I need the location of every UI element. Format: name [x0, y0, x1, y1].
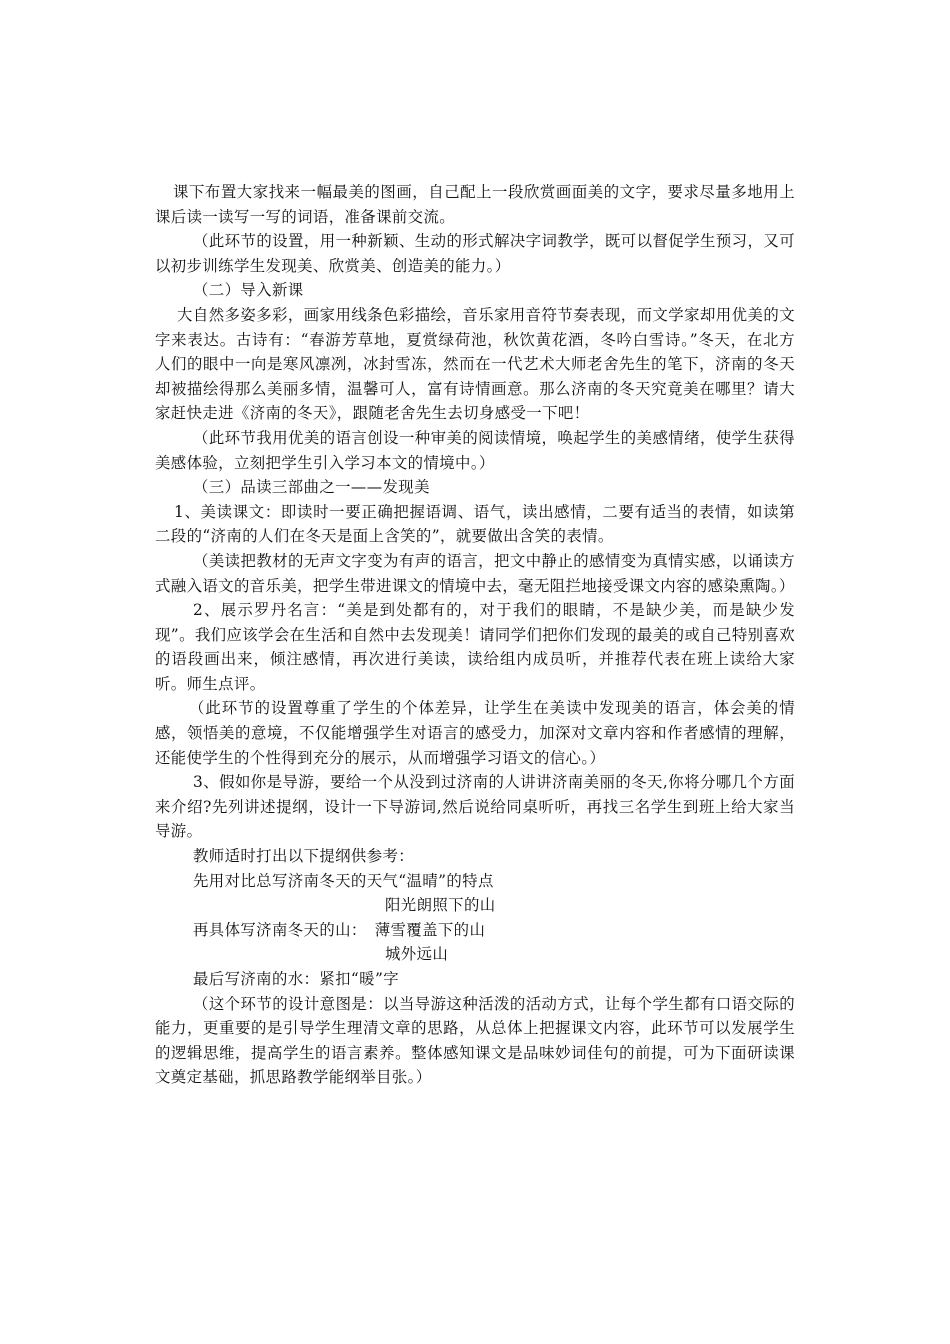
- outline-subitem-snow-mountain: 薄雪覆盖下的山: [374, 920, 486, 939]
- outline-item-mountain: [155, 918, 795, 943]
- outline-mountain-label: 再具体写济南冬天的山：: [193, 920, 367, 939]
- paragraph-step-2: 2、展示罗丹名言：“美是到处都有的，对于我们的眼睛，不是缺少美，而是缺少发现”。我们应该学会在生活和自然中去发现美！请同学们把你们发现的最美的或自己特别喜欢的语段画出来，倾注感情，再次进行美读，读给组内成员听，并推荐代表在班上读给大家听。师生点评。: [155, 601, 795, 693]
- paragraph-note-1: （此环节的设置，用一种新颖、生动的形式解决字词教学，既可以督促学生预习，又可以初步训练学生发现美、欣赏美、创造美的能力。）: [155, 232, 795, 275]
- paragraph-note-5: （这个环节的设计意图是：以当导游这种活泼的活动方式，让每个学生都有口语交际的能力，更重要的是引导学生理清文章的思路，从总体上把握课文内容，此环节可以发展学生的逻辑思维，提高学生的语言素养。整体感知课文是品味妙词佳句的前提，可为下面研读课文奠定基础，抓思路教学能纲举目张。）: [155, 994, 795, 1087]
- paragraph-homework: 课下布置大家找来一幅最美的图画，自己配上一段欣赏画面美的文字，要求尽量多地用上课后读一读写一写的词语，准备课前交流。: [155, 183, 795, 226]
- paragraph-note-4: （此环节的设置尊重了学生的个体差异，让学生在美读中发现美的语言，体会美的情感，领悟美的意境，不仅能增强学生对语言的感受力，加深对文章内容和作者感情的理解，还能使学生的个性得到充分的展示，从而增强学习语文的信心。）: [155, 699, 795, 767]
- paragraph-step-1: 1、美读课文：即读时一要正确把握语调、语气，读出感情，二要有适当的表情，如读第二段的“济南的人们在冬天是面上含笑的”，就要做出含笑的表情。: [155, 502, 795, 546]
- outline-subitem-sunny-mountain: 阳光朗照下的山: [385, 896, 496, 915]
- paragraph-step-3: 3、假如你是导游，要给一个从没到过济南的人讲讲济南美丽的冬天,你将分哪几个方面来介绍?先列讲述提纲，设计一下导游词,然后说给同桌听听，再找三名学生到班上给大家当导游。: [155, 773, 795, 841]
- section-heading-2: （二）导入新课: [193, 281, 304, 300]
- outline-subitem-far-mountain: 城外远山: [385, 945, 449, 964]
- paragraph-intro: 大自然多姿多彩，画家用线条色彩描绘，音乐家用音符节奏表现，而文学家却用优美的文字来表达。古诗有：“春游芳草地，夏赏绿荷池，秋饮黄花酒，冬吟白雪诗。”冬天，在北方人们的眼中一向是寒风凛冽，冰封雪冻，然而在一代艺术大师老舍先生的笔下，济南的冬天却被描绘得那么美丽多情，温馨可人，富有诗情画意。那么济南的冬天究竟美在哪里？请大家赶快走进《济南的冬天》，跟随老舍先生去切身感受一下吧！: [155, 305, 795, 423]
- outline-intro: 教师适时打出以下提纲供参考：: [193, 847, 415, 866]
- outline-item-weather: 先用对比总写济南冬天的天气“温晴”的特点: [193, 871, 494, 890]
- section-heading-3: （三）品读三部曲之一——发现美: [193, 478, 430, 497]
- document-body: [155, 180, 795, 1090]
- paragraph-note-3: （美读把教材的无声文字变为有声的语言，把文中静止的感情变为真情实感，以诵读方式融入语文的音乐美，把学生带进课文的情境中去，毫无阻拦地接受课文内容的感染熏陶。）: [155, 551, 795, 595]
- paragraph-note-2: （此环节我用优美的语言创设一种审美的阅读情境，唤起学生的美感情绪，使学生获得美感体验，立刻把学生引入学习本文的情境中。）: [155, 428, 795, 472]
- outline-item-water: 最后写济南的水：紧扣“暖”字: [193, 970, 400, 988]
